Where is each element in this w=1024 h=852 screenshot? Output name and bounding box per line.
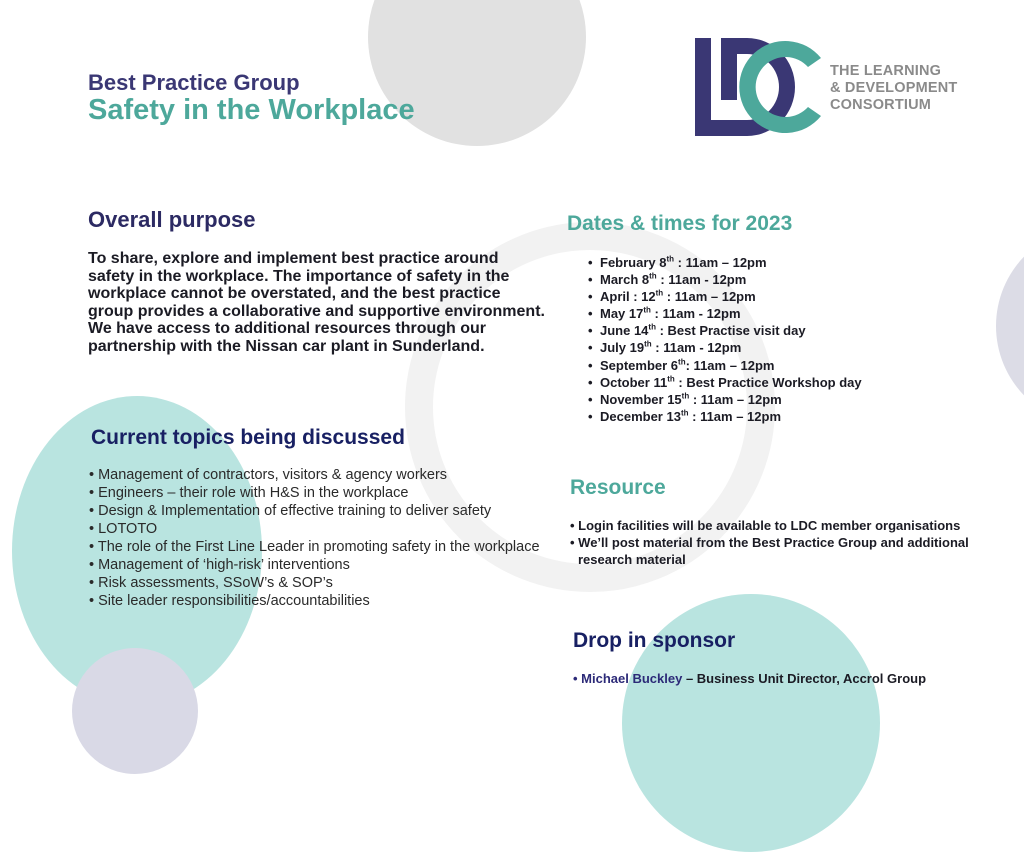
logo-line-1: THE LEARNING [830, 63, 942, 79]
list-item: • The role of the First Line Leader in promoting safety in the workplace [89, 539, 540, 555]
resource-list [570, 517, 970, 568]
list-item: • Management of ‘high-risk’ interventions [89, 557, 350, 573]
date-item: • February 8th : 11am – 12pm [600, 254, 862, 271]
date-item: • April : 12th : 11am – 12pm [600, 288, 862, 305]
list-item: • LOTOTO [89, 521, 158, 537]
list-item: • Risk assessments, SSoW’s & SOP’s [89, 575, 333, 591]
date-item: • June 14th : Best Practise visit day [600, 322, 862, 339]
list-item: • Engineers – their role with H&S in the workplace [89, 485, 409, 501]
sponsor-role: – Business Unit Director, Accrol Group [682, 671, 927, 686]
purpose-text: To share, explore and implement best practice around safety in the workplace. The importance of safety in the workplace cannot be overstated, and the best practice group provides a collaborative and supportive environment. We have access to additional resources through our partnership with the Nissan car plant in Sunderland. [88, 250, 545, 355]
sponsor-bullet: • [573, 671, 582, 686]
decor-circle-right [996, 226, 1024, 426]
date-item: • September 6th: 11am – 12pm [600, 357, 862, 374]
logo-line-3: CONSORTIUM [830, 97, 932, 113]
page-title: Safety in the Workplace [88, 94, 415, 126]
date-item: • July 19th : 11am - 12pm [600, 339, 862, 356]
sponsor-heading: Drop in sponsor [573, 629, 736, 652]
date-item: • December 13th : 11am – 12pm [600, 408, 862, 425]
list-item: • We’ll post material from the Best Practice Group and additional research material [570, 535, 969, 567]
logo-line-2: & DEVELOPMENT [830, 80, 958, 96]
date-item: • October 11th : Best Practice Workshop day [600, 374, 862, 391]
list-item: • Design & Implementation of effective training to deliver safety [89, 503, 492, 519]
topics-list [89, 466, 541, 610]
date-item: • March 8th : 11am - 12pm [600, 271, 862, 288]
dates-heading: Dates & times for 2023 [567, 212, 793, 235]
topics-heading: Current topics being discussed [91, 426, 405, 449]
resource-heading: Resource [570, 476, 666, 499]
dates-list [600, 254, 862, 425]
logo-wordmark [830, 63, 957, 114]
list-item: • Management of contractors, visitors & agency workers [89, 467, 448, 483]
decor-circle-bottom-left [72, 648, 198, 774]
date-item: • November 15th : 11am – 12pm [600, 391, 862, 408]
sponsor-name: Michael Buckley [581, 671, 683, 686]
ldc-logo-icon [695, 38, 827, 136]
date-item: • May 17th : 11am - 12pm [600, 305, 862, 322]
sponsor-line [573, 671, 926, 686]
list-item: • Site leader responsibilities/accountabilities [89, 593, 370, 609]
list-item: • Login facilities will be available to LDC member organisations [570, 518, 961, 533]
purpose-heading: Overall purpose [88, 207, 256, 232]
group-label: Best Practice Group [88, 70, 300, 95]
